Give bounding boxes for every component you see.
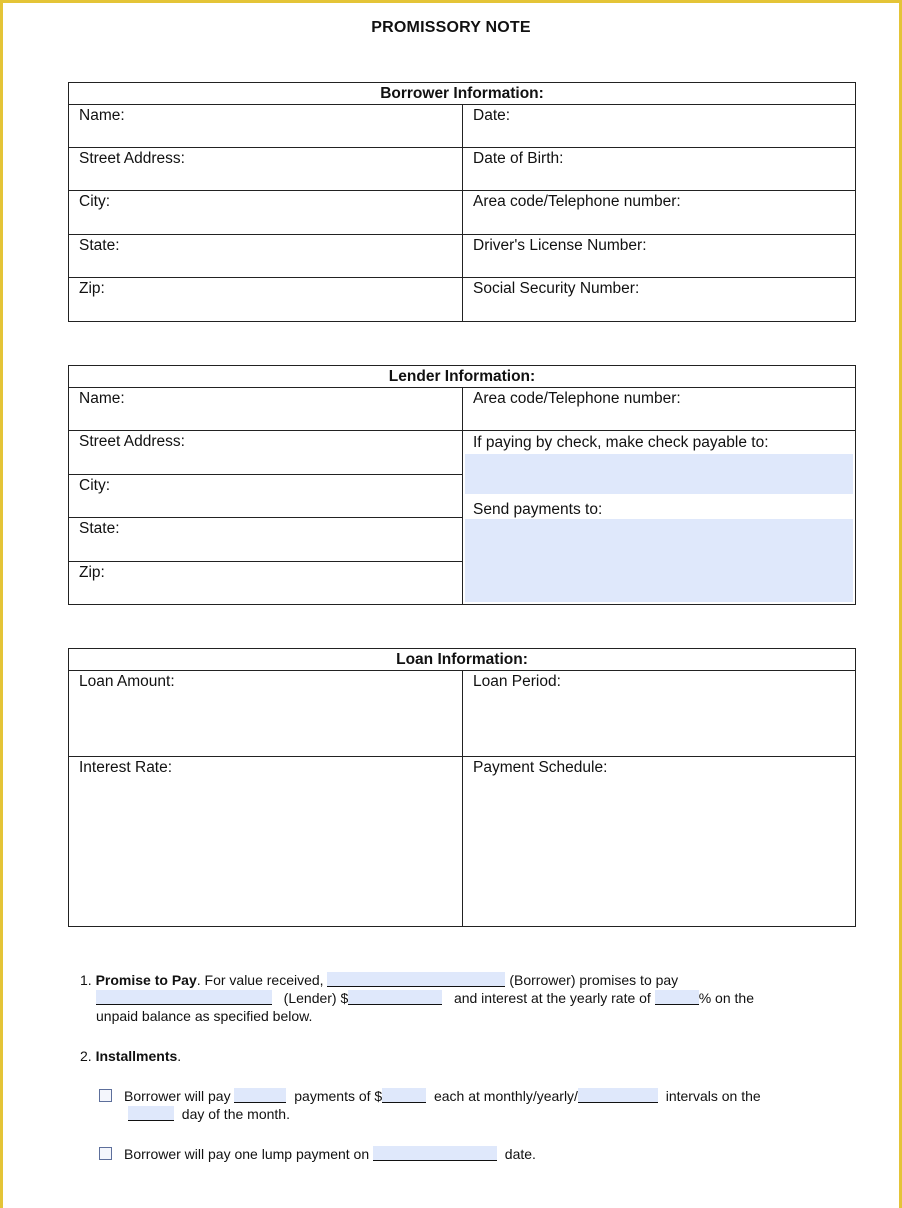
- lender-street-label: Street Address:: [79, 433, 185, 450]
- send-payments-field[interactable]: [465, 519, 853, 602]
- rate-blank[interactable]: [655, 990, 699, 1005]
- borrower-phone-label: Area code/Telephone number:: [473, 193, 681, 210]
- borrower-name-label: Name:: [79, 107, 125, 124]
- amount-blank[interactable]: [348, 990, 442, 1005]
- loan-information-table: [68, 648, 856, 927]
- check-payable-label: If paying by check, make check payable to:: [473, 434, 769, 451]
- opt1-text-3: each at monthly/yearly/: [433, 1088, 578, 1104]
- lender-state-label: State:: [79, 520, 120, 537]
- payment-amount-blank[interactable]: [382, 1088, 426, 1103]
- opt1-text-4: intervals on the: [665, 1088, 761, 1104]
- opt2-text-2: date.: [504, 1146, 536, 1162]
- lump-payment-date-blank[interactable]: [373, 1146, 497, 1161]
- borrower-license-label: Driver's License Number:: [473, 237, 647, 254]
- borrower-name-blank[interactable]: [327, 972, 505, 987]
- p1-text-2: (Borrower) promises to pay: [509, 972, 679, 988]
- lender-name-blank[interactable]: [96, 990, 272, 1005]
- borrower-ssn-label: Social Security Number:: [473, 280, 640, 297]
- interval-blank[interactable]: [578, 1088, 658, 1103]
- borrower-zip-label: Zip:: [79, 280, 105, 297]
- document-title: PROMISSORY NOTE: [371, 19, 531, 36]
- installments-checkbox[interactable]: [99, 1089, 112, 1102]
- borrower-street-label: Street Address:: [79, 150, 185, 167]
- borrower-state-label: State:: [79, 237, 120, 254]
- lender-information-header: Lender Information:: [69, 366, 856, 388]
- lump-payment-option: [124, 1145, 536, 1163]
- loan-information-header: Loan Information:: [69, 649, 856, 671]
- lender-name-label: Name:: [79, 390, 125, 407]
- installments-option: [124, 1087, 844, 1123]
- p1-text-3: (Lender) $: [283, 990, 349, 1006]
- p1-text-1: . For value received,: [196, 972, 324, 988]
- loan-period-label: Loan Period:: [473, 673, 561, 690]
- opt1-text-1: Borrower will pay: [124, 1088, 231, 1104]
- borrower-date-label: Date:: [473, 107, 511, 124]
- payment-schedule-label: Payment Schedule:: [473, 759, 608, 776]
- loan-amount-label: Loan Amount:: [79, 673, 175, 690]
- p1-heading: Promise to Pay: [95, 972, 197, 988]
- p1-text-5: % on the: [698, 990, 754, 1006]
- lender-zip-label: Zip:: [79, 564, 105, 581]
- opt2-text-1: Borrower will pay one lump payment on: [124, 1146, 370, 1162]
- p1-number: 1.: [80, 972, 92, 988]
- day-of-month-blank[interactable]: [128, 1106, 174, 1121]
- lender-city-label: City:: [79, 477, 110, 494]
- payment-count-blank[interactable]: [234, 1088, 286, 1103]
- lender-information-table: [68, 365, 856, 605]
- borrower-information-header: Borrower Information:: [69, 83, 856, 105]
- borrower-information-table: [68, 82, 856, 322]
- borrower-city-label: City:: [79, 193, 110, 210]
- p2-heading: Installments: [95, 1048, 178, 1064]
- p1-text-4: and interest at the yearly rate of: [453, 990, 651, 1006]
- p2-dot: .: [177, 1048, 182, 1064]
- interest-rate-label: Interest Rate:: [79, 759, 173, 776]
- lender-phone-label: Area code/Telephone number:: [473, 390, 681, 407]
- promise-to-pay-paragraph: [80, 971, 840, 1025]
- check-payable-field[interactable]: [465, 454, 853, 494]
- lump-payment-checkbox[interactable]: [99, 1147, 112, 1160]
- send-payments-label: Send payments to:: [473, 501, 603, 518]
- installments-heading: [80, 1047, 181, 1065]
- opt1-text-5: day of the month.: [181, 1106, 290, 1122]
- p2-number: 2.: [80, 1048, 92, 1064]
- opt1-text-2: payments of $: [294, 1088, 383, 1104]
- borrower-dob-label: Date of Birth:: [473, 150, 564, 167]
- p1-text-6: unpaid balance as specified below.: [96, 1008, 313, 1024]
